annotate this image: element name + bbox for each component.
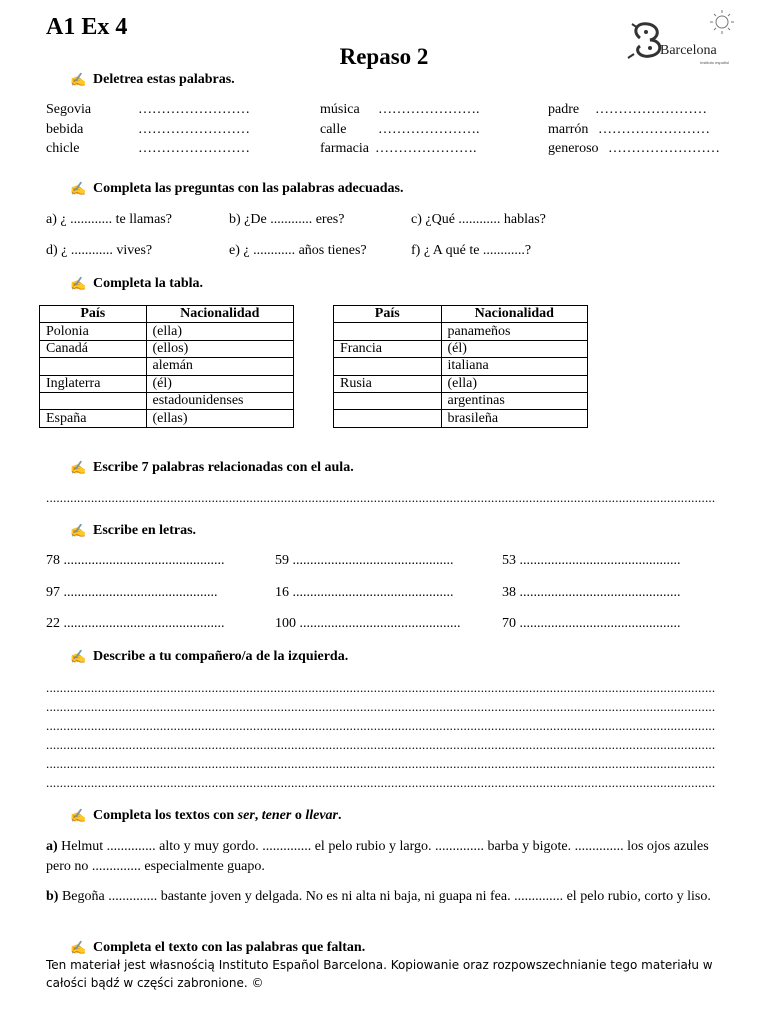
cell[interactable]: (ella) [146, 323, 293, 340]
cell[interactable]: italiana [441, 358, 588, 375]
question: c) ¿Qué ............ hablas? [411, 212, 546, 227]
header-nacionalidad: Nacionalidad [441, 306, 588, 323]
answer-line[interactable]: .................................................................................................................................................................................................. [46, 756, 716, 771]
number-item[interactable]: 59 .............................................. [275, 553, 454, 568]
answer-line[interactable]: .................................................................................................................................................................................................. [46, 737, 716, 752]
number-item[interactable]: 70 .............................................. [502, 616, 681, 631]
blank[interactable]: …………………… [608, 141, 720, 156]
header-nacionalidad: Nacionalidad [146, 306, 293, 323]
question: e) ¿ ............ años tienes? [229, 243, 367, 258]
blank[interactable]: …………………… [138, 102, 250, 117]
task-5-instruction: ✍ Escribe en letras. [70, 523, 197, 538]
cell[interactable] [40, 392, 147, 409]
task-6-instruction: ✍ Describe a tu compañero/a de la izquierda. [70, 649, 349, 664]
logo-text: Barcelona [660, 43, 717, 58]
question: d) ¿ ............ vives? [46, 243, 153, 258]
table-row [40, 323, 294, 340]
task-7-instruction: ✍ Completa los textos con ser, tener o llevar. [70, 808, 342, 823]
task-2-instruction: ✍ Completa las preguntas con las palabras adecuadas. [70, 181, 404, 196]
pen-icon: ✍ [70, 649, 87, 664]
table-row [334, 410, 588, 427]
table-row [334, 358, 588, 375]
question: f) ¿ A qué te ............? [411, 243, 532, 258]
cell[interactable]: (ella) [441, 375, 588, 392]
pen-icon: ✍ [70, 940, 87, 955]
number-item[interactable]: 38 .............................................. [502, 585, 681, 600]
word: farmacia [320, 141, 369, 156]
blank[interactable]: …………………… [138, 122, 250, 137]
answer-line[interactable]: .................................................................................................................................................................................................. [46, 775, 716, 790]
word: generoso [548, 141, 599, 156]
table-row [40, 375, 294, 392]
task-1-instruction: ✍ Deletrea estas palabras. [70, 72, 235, 87]
header-pais: País [40, 306, 147, 323]
cell[interactable]: panameños [441, 323, 588, 340]
cell[interactable] [40, 358, 147, 375]
task-4-instruction: ✍ Escribe 7 palabras relacionadas con el aula. [70, 460, 354, 475]
task-3-instruction: ✍ Completa la tabla. [70, 276, 204, 291]
blank[interactable]: …………………… [595, 102, 707, 117]
cell[interactable]: (él) [146, 375, 293, 392]
cell[interactable] [334, 323, 442, 340]
word: chicle [46, 141, 80, 156]
table-header-row [40, 306, 294, 323]
answer-line[interactable]: .................................................................................................................................................................................................. [46, 490, 716, 505]
cell[interactable]: (ellos) [146, 340, 293, 357]
copyright-footer: Ten materiał jest własnością Instituto Español Barcelona. Kopiowanie oraz rozpowszechnianie tego materiału w całości bądź w części zabronione. © [46, 958, 713, 990]
cell[interactable]: Francia [334, 340, 442, 357]
table-row [334, 375, 588, 392]
word: Segovia [46, 102, 92, 117]
pen-icon: ✍ [70, 523, 87, 538]
answer-line[interactable]: .................................................................................................................................................................................................. [46, 699, 716, 714]
table-row [40, 410, 294, 427]
number-item[interactable]: 100 .............................................. [275, 616, 461, 631]
cell[interactable]: España [40, 410, 147, 427]
table-header-row [334, 306, 588, 323]
word: padre [548, 102, 580, 117]
cell[interactable] [334, 410, 442, 427]
number-item[interactable]: 53 .............................................. [502, 553, 681, 568]
page-title: Repaso 2 [339, 44, 429, 69]
cell[interactable]: estadounidenses [146, 392, 293, 409]
logo-tagline: Instituto español [700, 60, 730, 65]
nationality-table-1 [39, 305, 294, 428]
cell[interactable]: argentinas [441, 392, 588, 409]
pen-icon: ✍ [70, 181, 87, 196]
cell[interactable]: brasileña [441, 410, 588, 427]
question: a) ¿ ............ te llamas? [46, 212, 172, 227]
cell[interactable]: alemán [146, 358, 293, 375]
cell[interactable]: Canadá [40, 340, 147, 357]
table-row [334, 340, 588, 357]
nationality-table-2 [333, 305, 588, 428]
pen-icon: ✍ [70, 72, 87, 87]
answer-line[interactable]: .................................................................................................................................................................................................. [46, 680, 716, 695]
table-row [334, 392, 588, 409]
text-a: a) Helmut .............. alto y muy gordo. .............. el pelo rubio y largo. .............. barba y bigote. .............. los ojos azules pero no .............. especialmente guapo. [46, 839, 709, 874]
blank[interactable]: …………………. [375, 141, 477, 156]
word: marrón [548, 122, 589, 137]
cell[interactable] [334, 392, 442, 409]
blank[interactable]: …………………. [378, 102, 480, 117]
pen-icon: ✍ [70, 808, 87, 823]
cell[interactable] [334, 358, 442, 375]
number-item[interactable]: 16 .............................................. [275, 585, 454, 600]
cell[interactable]: (él) [441, 340, 588, 357]
barcelona-logo [626, 8, 746, 70]
table-row [40, 340, 294, 357]
text-b: b) Begoña .............. bastante joven y delgada. No es ni alta ni baja, ni guapa ni fea. .............. el pelo rubio, corto y liso. [46, 889, 711, 904]
cell[interactable]: (ellas) [146, 410, 293, 427]
table-row [40, 358, 294, 375]
answer-line[interactable]: .................................................................................................................................................................................................. [46, 718, 716, 733]
blank[interactable]: …………………. [378, 122, 480, 137]
table-row [334, 323, 588, 340]
cell[interactable]: Polonia [40, 323, 147, 340]
word: música [320, 102, 360, 117]
question: b) ¿De ............ eres? [229, 212, 345, 227]
table-row [40, 392, 294, 409]
word: calle [320, 122, 347, 137]
number-item[interactable]: 78 .............................................. [46, 553, 225, 568]
number-item[interactable]: 97 ............................................ [46, 585, 218, 600]
blank[interactable]: …………………… [138, 141, 250, 156]
header-pais: País [334, 306, 442, 323]
course-code: A1 Ex 4 [46, 14, 128, 40]
cell[interactable]: Inglaterra [40, 375, 147, 392]
cell[interactable]: Rusia [334, 375, 442, 392]
word: bebida [46, 122, 84, 137]
number-item[interactable]: 22 .............................................. [46, 616, 225, 631]
pen-icon: ✍ [70, 460, 87, 475]
pen-icon: ✍ [70, 276, 87, 291]
task-8-instruction: ✍ Completa el texto con las palabras que faltan. [70, 940, 366, 955]
blank[interactable]: …………………… [598, 122, 710, 137]
